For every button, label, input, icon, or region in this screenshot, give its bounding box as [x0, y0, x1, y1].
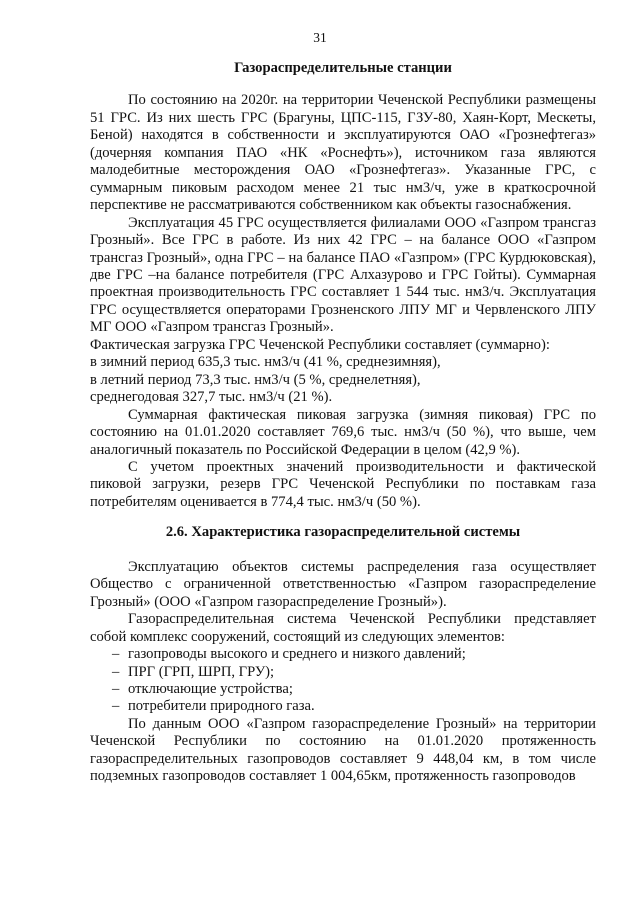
list-item-text: отключающие устройства;	[128, 680, 293, 697]
paragraph-reserve: С учетом проектных значений производительности и фактической пиковой загрузки, резерв ГРС Чеченской Республики по поставкам газа потребителям оценивается в 774,4 тыс. нм3/ч (50 %).	[90, 458, 596, 510]
load-line-intro: Фактическая загрузка ГРС Чеченской Республики составляет (суммарно):	[90, 336, 550, 353]
load-line-annual: среднегодовая 327,7 тыс. нм3/ч (21 %).	[90, 389, 333, 406]
list-dash-marker: –	[112, 698, 120, 715]
list-item	[90, 681, 596, 698]
paragraph-peak-load: Суммарная фактическая пиковая загрузка (зимняя пиковая) ГРС по состоянию на 01.01.2020 составляет 769,6 тыс. нм3/ч (50 %), что выше, чем аналогичный показатель по Российской Федерации в целом (42,9 %).	[90, 406, 596, 458]
list-item	[90, 698, 596, 715]
list-item-text: потребители природного газа.	[128, 698, 315, 715]
elements-list	[90, 646, 596, 716]
load-line-winter: в зимний период 635,3 тыс. нм3/ч (41 %, среднезимняя),	[90, 354, 441, 371]
section-title-gas-distribution-stations: Газораспределительные станции	[234, 60, 452, 76]
section-title-distribution-system: 2.6. Характеристика газораспределительной системы	[165, 524, 521, 541]
paragraph-system-composition: Газораспределительная система Чеченской Республики представляет собой комплекс сооружений, состоящий из следующих элементов:	[90, 611, 596, 645]
paragraph-operator: Эксплуатацию объектов системы распределения газа осуществляет Общество с ограниченной ответственностью «Газпром газораспределение Грозный» (ООО «Газпром газораспределение Грозный»).	[90, 558, 596, 610]
page-number: 31	[313, 30, 327, 45]
list-dash-marker: –	[112, 646, 120, 663]
load-line-summer: в летний период 73,3 тыс. нм3/ч (5 %, среднелетняя),	[90, 371, 421, 388]
paragraph-pipeline-length: По данным ООО «Газпром газораспределение Грозный» на территории Чеченской Республики по состоянию на 01.01.2020 протяженность газораспределительных газопроводов составляет 9 448,04 км, в том числе подземных газопроводов составляет 1 004,65км, протяженность газопроводов	[90, 715, 596, 785]
list-item-text: газопроводы высокого и среднего и низкого давлений;	[128, 646, 466, 663]
list-item	[90, 646, 596, 663]
paragraph-grs-overview: По состоянию на 2020г. на территории Чеченской Республики размещены 51 ГРС. Из них шесть ГРС (Брагуны, ЦПС-115, ГЗУ-80, Хаян-Корт, Мескеты, Беной) находятся в собственности и эксплуатируются ОАО «Грознефтегаз» (дочерняя компания ПАО «НК «Роснефть»), источником газа являются малодебитные месторождения ОАО «Грознефтегаз». Указанные ГРС, с суммарным пиковым расходом менее 21 тыс нм3/ч, уже в краткосрочной перспективе не рассматриваются собственником как объекты газоснабжения.	[90, 92, 596, 214]
paragraph-grs-operation: Эксплуатация 45 ГРС осуществляется филиалами ООО «Газпром трансгаз Грозный». Все ГРС в работе. Из них 42 ГРС – на балансе ООО «Газпром трансгаз Грозный», одна ГРС – на балансе ПАО «Газпром» (ГРС Курдюковская), две ГРС –на балансе потребителя (ГРС Алхазурово и ГРС Гойты). Суммарная проектная производительность ГРС составляет 1 544 тыс. нм3/ч. Эксплуатация ГРС осуществляется операторами Грозненского ЛПУ МГ и Червленского ЛПУ МГ ООО «Газпром трансгаз Грозный».	[90, 214, 596, 336]
list-dash-marker: –	[112, 663, 120, 680]
list-item	[90, 664, 596, 681]
page-content	[90, 60, 596, 786]
list-item-text: ПРГ (ГРП, ШРП, ГРУ);	[128, 663, 275, 680]
list-dash-marker: –	[112, 680, 120, 697]
